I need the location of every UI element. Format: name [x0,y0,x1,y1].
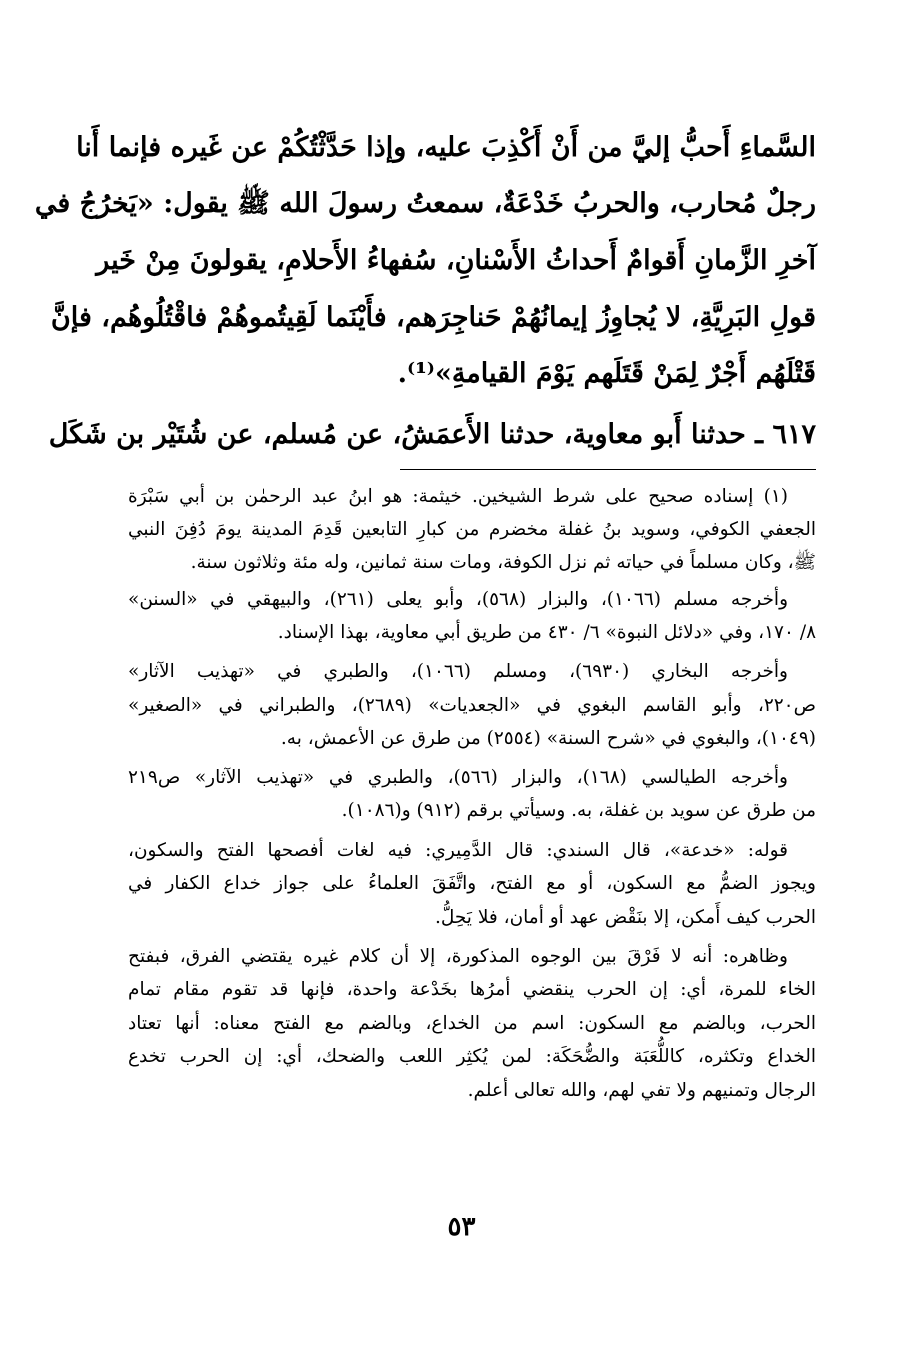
footnote-line: (١) إسناده صحيح على شرط الشيخين. خيثمة: هو ابنُ عبد الرحمٰن بن أبي سَبْرَة [128,486,788,507]
main-line: قولِ البَرِيَّةِ، لا يُجاوِزُ إيمانُهُمْ حَناجِرَهم، فأَيْنَما لَقِيتُموهُمْ فاقْتُلُوهُم، فإنَّ [50,302,816,333]
footnote-line: الحرب، وبالضم مع السكون: اسم من الخداع، وبالضم مع الفتح معناه: أنها تعتاد [128,1013,816,1034]
footnote-line: من طرق عن سويد بن غفلة، به. وسيأتي برقم (٩١٢) و(١٠٨٦). [341,800,816,821]
main-line: السَّماءِ أَحبُّ إليَّ من أَنْ أَكْذِبَ عليه، وإذا حَدَّثْتُكُمْ عن غَيره فإنما أَنا [76,132,816,163]
footnote-line: قوله: «خدعة»، قال السندي: قال الدَّمِيري: فيه لغات أفصحها الفتح والسكون، [128,840,788,861]
footnote-separator [400,469,816,470]
main-line: قَتْلَهُم أَجْرٌ لِمَنْ قَتَلَهم يَوْمَ القيامةِ»⁽¹⁾. [397,358,816,389]
footnote-line: الخداع وتكثره، كاللُّعَبَة والضُّحَكَة: لمن يُكثِر اللعب والضحك، أي: إن الحرب تخدع [128,1046,816,1067]
main-line: آخرِ الزَّمانِ أَقوامٌ أَحداثُ الأَسْنانِ، سُفهاءُ الأَحلامِ، يقولونَ مِنْ خَير [96,245,816,276]
footnote-line: وظاهره: أنه لا فَرْقَ بين الوجوه المذكورة، إلا أن كلام غيره يقتضي الفرق، فبفتح [128,946,788,967]
footnote-line: ٨/ ١٧٠، وفي «دلائل النبوة» ٦/ ٤٣٠ من طريق أبي معاوية، بهذا الإسناد. [277,622,816,643]
footnote-line: (١٠٤٩)، والبغوي في «شرح السنة» (٢٥٥٤) من طرق عن الأعمش، به. [280,728,816,749]
main-line: رجلٌ مُحارب، والحربُ خَدْعَةٌ، سمعتُ رسولَ الله ﷺ يقول: «يَخرُجُ في [34,188,816,219]
footnote-line: وأخرجه مسلم (١٠٦٦)، والبزار (٥٦٨)، وأبو يعلى (٢٦١)، والبيهقي في «السنن» [128,589,788,610]
footnote-line: وأخرجه البخاري (٦٩٣٠)، ومسلم (١٠٦٦)، والطبري في «تهذيب الآثار» [128,661,788,682]
footnote-line: ويجوز الضمُّ مع السكون، أو مع الفتح، واتَّفَقَ العلماءُ على جواز خداع الكفار في [128,873,816,894]
footnote-line: الجعفي الكوفي، وسويد بنُ غفلة مخضرم من كبارِ التابعين قَدِمَ المدينة يومَ دُفِنَ النبي [128,519,816,540]
footnote-line: وأخرجه الطيالسي (١٦٨)، والبزار (٥٦٦)، والطبري في «تهذيب الآثار» ص٢١٩ [128,767,788,788]
footnote-line: ﷺ، وكان مسلماً في حياته ثم نزل الكوفة، ومات سنة ثمانين، وله مئة وثلاثون سنة. [190,552,816,573]
footnote-line: الخاء للمرة، أي: إن الحرب ينقضي أمرُها بخَدْعة واحدة، فإنها قد تقوم مقام تمام [128,979,816,1000]
footnote-line: ص٢٢٠، وأبو القاسم البغوي في «الجعديات» (٢٦٨٩)، والطبراني في «الصغير» [128,695,816,716]
footnote-line: الرجال وتمنيهم ولا تفي لهم، والله تعالى أعلم. [467,1080,816,1101]
footnote-line: الحرب كيف أَمكن، إلا بنَقْض عهد أو أمان، فلا يَحِلُّ. [434,907,816,928]
page-number: ٥٣ [447,1212,476,1242]
hadith-617-line: ٦١٧ ـ حدثنا أَبو معاوية، حدثنا الأَعمَشُ، عن مُسلم، عن شُتَيْر بن شَكَل [48,419,816,450]
